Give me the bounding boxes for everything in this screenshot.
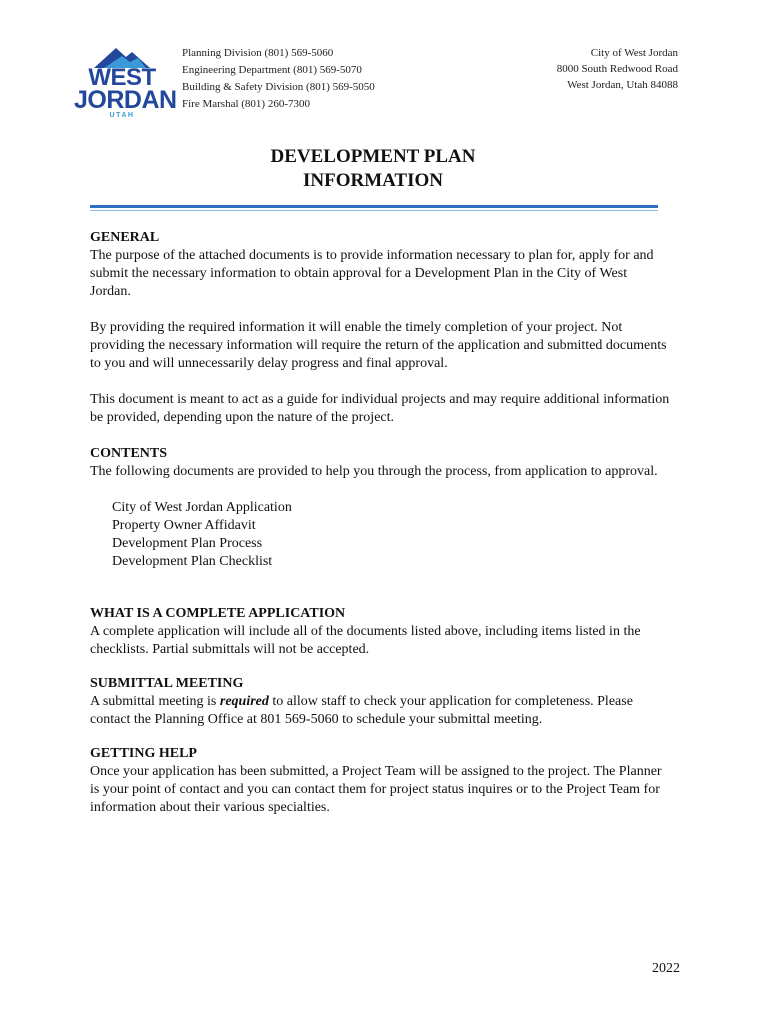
contact-building-safety: Building & Safety Division (801) 569-5050	[182, 81, 375, 93]
department-contacts	[182, 45, 375, 113]
list-item: City of West Jordan Application	[112, 500, 292, 515]
contact-planning: Planning Division (801) 569-5060	[182, 47, 334, 59]
contents-list	[112, 499, 670, 571]
title-line-1: DEVELOPMENT PLAN	[270, 146, 476, 167]
submittal-meeting-text: A submittal meeting is required to allow staff to check your application for completeness. Please contact the Planning Office at 801 569-5060 to schedule your submittal meeting.	[90, 694, 633, 727]
getting-help-heading: GETTING HELP	[90, 746, 197, 761]
general-paragraph-3: This document is meant to act as a guide for individual projects and may require additional information be provided, depending upon the nature of the project.	[90, 392, 670, 425]
address-line-street: 8000 South Redwood Road	[556, 63, 678, 75]
address-line-city: City of West Jordan	[590, 47, 678, 59]
logo-word-west: WEST	[88, 64, 156, 91]
city-address	[557, 45, 678, 93]
logo-word-jordan: JORDAN	[74, 86, 177, 114]
submittal-meeting-heading: SUBMITTAL MEETING	[90, 676, 244, 691]
contact-fire-marshal: Fire Marshal (801) 260-7300	[182, 98, 311, 110]
general-heading: GENERAL	[90, 230, 160, 245]
contact-engineering: Engineering Department (801) 569-5070	[182, 64, 362, 76]
document-year: 2022	[652, 961, 680, 976]
document-body	[90, 229, 670, 817]
title-divider	[90, 205, 658, 211]
contents-heading: CONTENTS	[90, 446, 168, 461]
complete-application-heading: WHAT IS A COMPLETE APPLICATION	[90, 606, 346, 621]
document-title	[90, 145, 656, 193]
title-line-2: INFORMATION	[302, 170, 444, 191]
general-paragraph-1: The purpose of the attached documents is to provide information necessary to plan for, apply for and submit the necessary information to obtain approval for a Development Plan in the City of West Jordan.	[90, 248, 654, 299]
list-item: Property Owner Affidavit	[112, 518, 256, 533]
list-item: Development Plan Checklist	[112, 554, 273, 569]
getting-help-text: Once your application has been submitted, a Project Team will be assigned to the project. The Planner is your point of contact and you can contact them for project status inquires or to the Project Team for information about their various specialties.	[90, 764, 662, 815]
list-item: Development Plan Process	[112, 536, 263, 551]
address-line-citystate: West Jordan, Utah 84088	[567, 79, 678, 91]
required-emphasis: required	[219, 694, 269, 709]
west-jordan-logo	[74, 44, 177, 122]
logo-word-utah: UTAH	[109, 112, 135, 119]
general-paragraph-2: By providing the required information it will enable the timely completion of your project. Not providing the necessary information will require the return of the application and submitted documents to you and will unnecessarily delay progress and final approval.	[90, 320, 667, 371]
contents-intro: The following documents are provided to help you through the process, from application to approval.	[90, 464, 658, 479]
complete-application-text: A complete application will include all of the documents listed above, including items listed in the checklists. Partial submittals will not be accepted.	[90, 624, 641, 657]
